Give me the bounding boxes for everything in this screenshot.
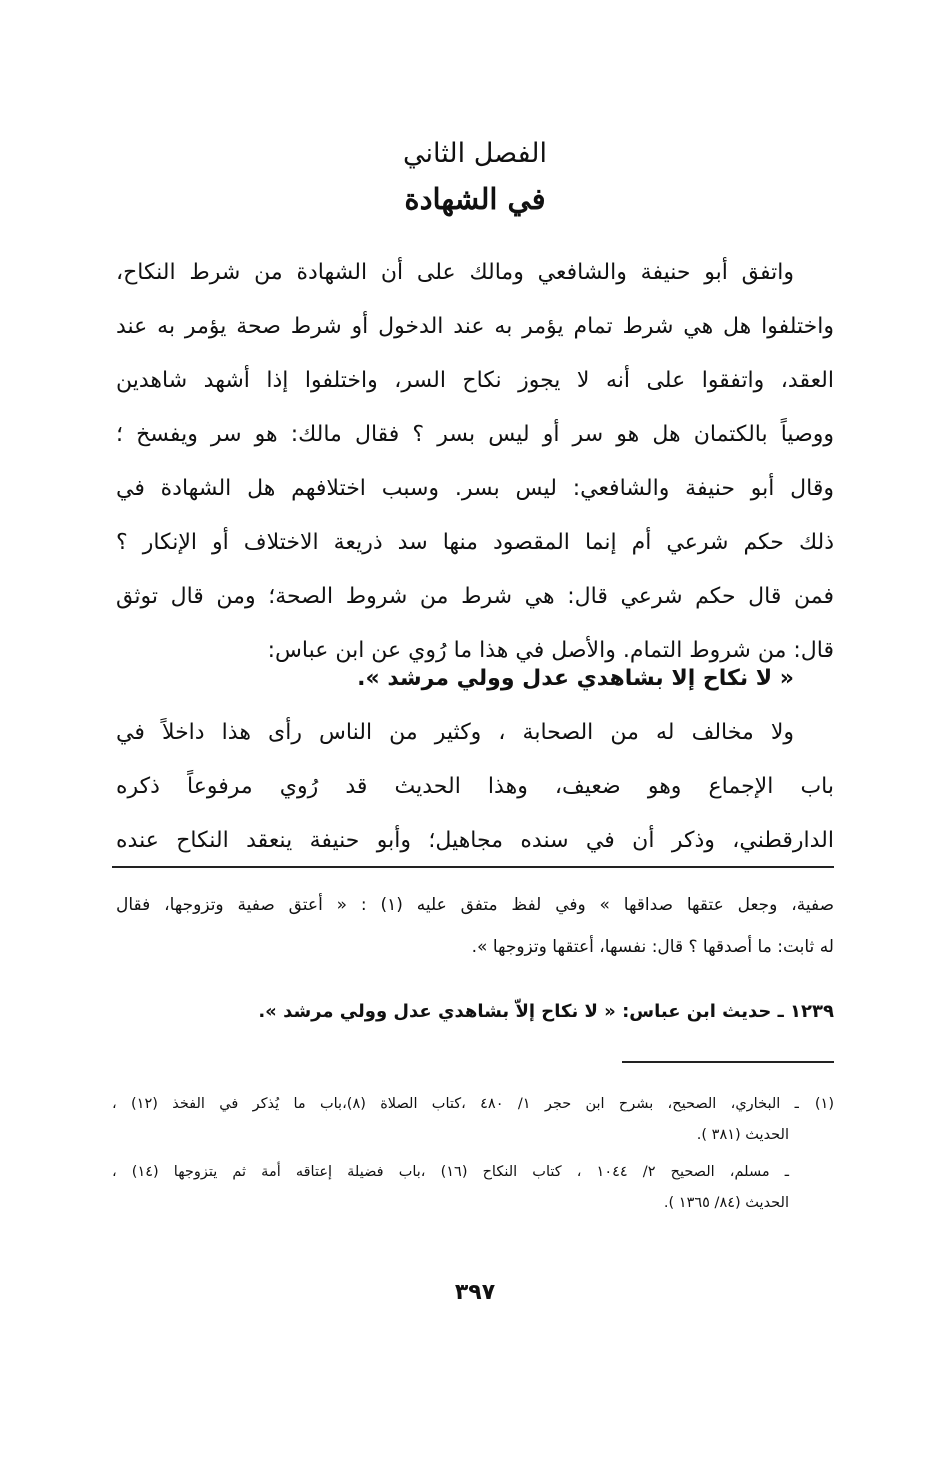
paragraph-line: ووصياً بالكتمان هل هو سر أو ليس بسر ؟ فقال مالك: هو سر ويفسخ ؛	[116, 422, 834, 447]
footnote-marker: (١)	[814, 1096, 834, 1112]
footnote-text: ـ البخاري، الصحيح، بشرح ابن حجر ١/ ٤٨٠ ،كتاب الصلاة (٨)،باب ما يُذكر في الفخذ (١٢) ،	[112, 1096, 799, 1112]
paragraph-line: ذلك حكم شرعي أم إنما المقصود منها سد ذريعة الاختلاف أو الإنكار ؟	[116, 530, 834, 555]
footnote-1	[112, 1089, 834, 1151]
footnote-line	[112, 1089, 834, 1120]
text-divider	[112, 866, 834, 868]
paragraph-line: الدارقطني، وذكر أن في سنده مجاهيل؛ وأبو حنيفة ينعقد النكاح عنده	[116, 828, 834, 853]
footnote-line: الحديث (٨٤/ ١٣٦٥ ).	[663, 1195, 789, 1211]
annotation-line: له ثابت: ما أصدقها ؟ قال: نفسها، أعتقها وتزوجها ».	[471, 937, 834, 957]
section-title: في الشهادة	[404, 182, 546, 216]
footnote-line: ـ مسلم، الصحيح ٢/ ١٠٤٤ ، كتاب النكاح (١٦) ،باب فضيلة إعتاقه أمة ثم يتزوجها (١٤) ،	[112, 1164, 789, 1180]
paragraph-2	[116, 706, 834, 868]
hadith-reference: ١٢٣٩ ـ حديث ابن عباس: « لا نكاح إلاّ بشاهدي عدل وولي مرشد ».	[258, 1001, 834, 1022]
footnote-divider	[622, 1061, 834, 1063]
hadith-quote: « لا نكاح إلا بشاهدي عدل وولي مرشد ».	[357, 666, 794, 691]
page-number: ٣٩٧	[454, 1280, 496, 1305]
chapter-title: الفصل الثاني	[403, 138, 547, 169]
paragraph-line: قال: من شروط التمام. والأصل في هذا ما رُوي عن ابن عباس:	[267, 638, 834, 663]
paragraph-line: ولا مخالف له من الصحابة ، وكثير من الناس رأى هذا داخلاً في	[116, 720, 794, 745]
paragraph-line: واتفق أبو حنيفة والشافعي ومالك على أن الشهادة من شرط النكاح،	[116, 260, 794, 285]
annotation-line: صفية، وجعل عتقها صداقها » وفي لفظ متفق عليه (١) : « أعتق صفية وتزوجها، فقال	[116, 895, 834, 915]
paragraph-line: واختلفوا هل هي شرط تمام يؤمر به عند الدخول أو شرط صحة يؤمر به عند	[116, 314, 834, 339]
footnote-line: الحديث (٣٨١ ).	[696, 1127, 789, 1143]
paragraph-line: باب الإجماع وهو ضعيف، وهذا الحديث قد رُوي مرفوعاً ذكره	[116, 774, 834, 799]
paragraph-line: فمن قال حكم شرعي قال: هي شرط من شروط الصحة؛ ومن قال توثق	[116, 584, 834, 609]
paragraph-line: وقال أبو حنيفة والشافعي: ليس بسر. وسبب اختلافهم هل الشهادة في	[116, 476, 834, 501]
paragraph-1	[116, 246, 834, 678]
footnote-2	[112, 1157, 834, 1219]
paragraph-line: العقد، واتفقوا على أنه لا يجوز نكاح السر، واختلفوا إذا أشهد شاهدين	[116, 368, 834, 393]
annotation-text	[116, 884, 834, 968]
